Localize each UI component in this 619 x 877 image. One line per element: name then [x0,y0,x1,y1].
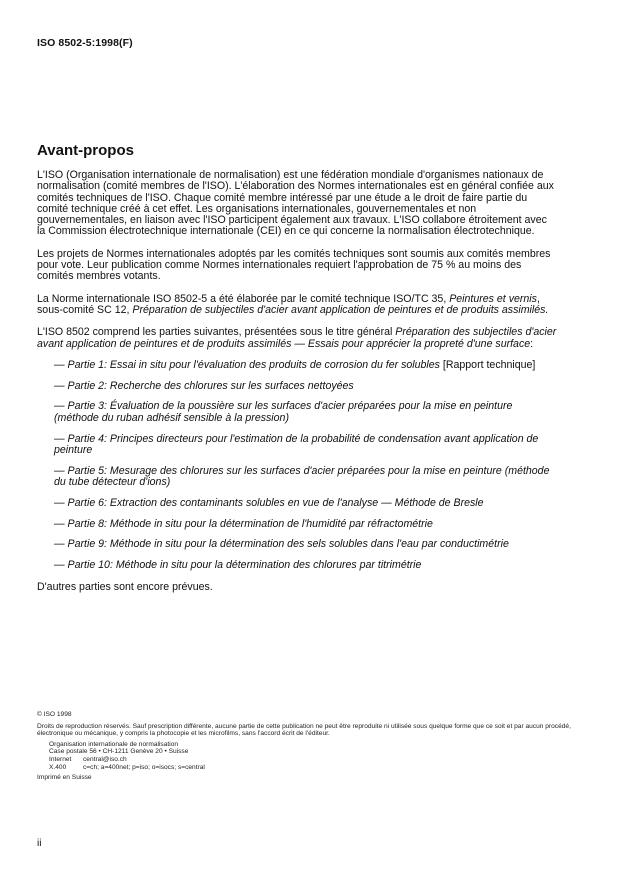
internet-row [49,756,597,764]
part-title: — Partie 3: Évaluation de la poussière sur les surfaces d'acier préparées pour la mise en peinture (méthode du ruban adhésif sensible à la pression) [54,400,513,424]
subcommittee-text: , sous-comité SC 12, [37,292,540,316]
section-title: Avant-propos [37,142,134,159]
part-title: — Partie 8: Méthode in situ pour la détermination de l'humidité par réfractométrie [54,517,433,530]
list-item [54,401,557,424]
part-note: [Rapport technique] [439,358,536,371]
parts-intro-colon: : [530,337,534,350]
list-item [54,381,557,392]
part-title: — Partie 5: Mesurage des chlorures sur les surfaces d'acier préparées pour la mise en peinture (méthode du tube détecteur d'ions) [54,464,550,488]
part-title: — Partie 10: Méthode in situ pour la détermination des chlorures par titrimétrie [54,559,422,572]
printed-in: Imprimé en Suisse [37,774,92,782]
parts-list [37,360,557,572]
paragraph-iso-intro: L'ISO (Organisation internationale de normalisation) est une fédération mondiale d'organismes nationaux de normalisation (comité membres de l'ISO). L'élaboration des Normes internationales est en général confiée aux comités techniques de l'ISO. Chaque comité membre intéressé par une étude a le droit de faire partie du comité technique créé à cet effet. Les organisations internationales, gouvernementales et non gouvernementales, en liaison avec l'ISO participent également aux travaux. L'ISO collabore étroitement avec la Commission électrotechnique internationale (CEI) en ce qui concerne la normalisation électrotechnique. [37,169,554,238]
document-reference: ISO 8502-5:1998(F) [37,37,133,49]
parts-intro-text: L'ISO 8502 comprend les parties suivantes, présentées sous le titre général [37,326,396,339]
internet-email: central@iso.ch [83,755,127,763]
copyright-block [37,711,597,782]
list-item [54,434,557,457]
list-item [54,498,557,509]
foreword-body [37,170,557,605]
paragraph-other-parts: D'autres parties sont encore prévues. [37,581,213,594]
page-number: ii [37,838,42,849]
part-title: — Partie 6: Extraction des contaminants solubles en vue de l'analyse — Méthode de Bresle [54,496,484,509]
paragraph-voting: Les projets de Normes internationales adoptés par les comités techniques sont soumis aux comités membres pour vote. Leur publication comme Normes internationales requiert l'approbation de 75 % au moins des comités membres votants. [37,247,551,283]
paragraph-parts-intro [37,327,557,350]
list-item [54,539,557,550]
part-title: — Partie 1: Essai in situ pour l'évaluation des produits de corrosion du fer solubles [54,358,440,371]
subcommittee-name: Préparation de subjectiles d'acier avant application de peintures et de produits assimilés. [132,303,549,316]
list-item [54,519,557,530]
x400-value: c=ch; a=400net; p=iso; o=isocs; s=central [83,763,205,771]
committee-text: La Norme internationale ISO 8502-5 a été élaborée par le comité technique ISO/TC 35, [37,292,450,305]
general-title: Préparation des subjectiles d'acier avant application de peintures et de produits assimilés — Essais pour apprécier la propreté d'une surface [37,326,557,350]
copyright-year: © ISO 1998 [37,711,72,718]
internet-label: Internet [49,755,72,763]
copyright-rights: Droits de reproduction réservés. Sauf prescription différente, aucune partie de cette publication ne peut être reproduite ni utilisée sous quelque forme que ce soit et par aucun procédé, électronique ou mécanique, y compris la photocopie et les microfilms, sans l'accord écrit de l'éditeur. [37,722,571,738]
list-item [54,560,557,571]
list-item [54,466,557,489]
publisher-address [49,741,597,771]
publisher-org: Organisation internationale de normalisation [49,740,179,748]
part-title: — Partie 2: Recherche des chlorures sur les surfaces nettoyées [54,379,354,392]
committee-name: Peintures et vernis [449,292,537,305]
publisher-postal: Case postale 56 • CH-1211 Genève 20 • Suisse [49,748,189,756]
part-title: — Partie 4: Principes directeurs pour l'estimation de la probabilité de condensation avant application de peinture [54,432,539,456]
list-item [54,360,557,371]
part-title: — Partie 9: Méthode in situ pour la détermination des sels solubles dans l'eau par conductimétrie [54,538,509,551]
x400-label: X.400 [49,763,67,771]
paragraph-committee [37,294,557,317]
x400-row [49,764,597,772]
